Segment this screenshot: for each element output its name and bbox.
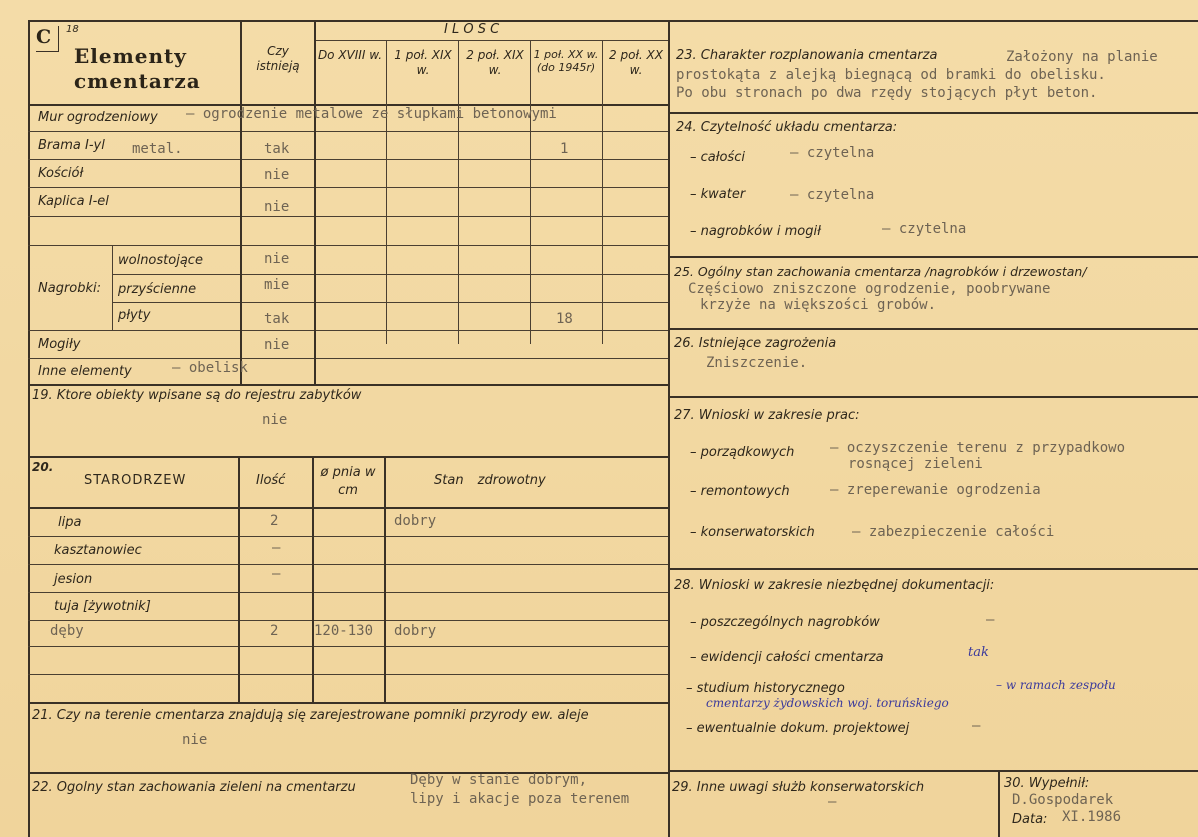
divider <box>28 159 668 160</box>
section-30-date: XI.1986 <box>1062 809 1122 825</box>
divider <box>28 330 668 331</box>
col-czy-istnieja: Czy istnieją <box>256 44 300 73</box>
divider <box>314 20 316 385</box>
divider <box>28 536 668 537</box>
divider <box>998 770 1000 837</box>
divider <box>36 51 59 52</box>
col-period: 2 poł. XIX w. <box>466 48 524 77</box>
divider <box>240 20 242 385</box>
section-24-label: 24. Czytelność układu cmentarza: <box>676 120 898 135</box>
divider <box>668 396 1198 398</box>
section-26-label: 26. Istniejące zagrożenia <box>674 336 837 351</box>
section-29-label: 29. Inne uwagi służb konserwatorskich <box>672 780 925 795</box>
s24-row-value: – czytelna <box>790 187 875 203</box>
divider <box>668 20 670 837</box>
row-value: – ogrodzenie metalowe ze słupkami betonowymi <box>186 106 557 122</box>
divider <box>28 702 668 704</box>
divider <box>668 568 1198 570</box>
tree-ilosc: 2 <box>270 623 279 639</box>
s27-row-value: – oczyszczenie terenu z przypadkowo <box>830 440 1126 456</box>
section-21-label: 21. Czy na terenie cmentarza znajdują się zarejestrowane pomniki przyrody ew. aleje <box>32 708 589 723</box>
ilosc-header: I L O S C <box>444 22 500 37</box>
s24-row-value: – czytelna <box>790 145 875 161</box>
row-label: Kaplica I-el <box>38 194 109 209</box>
section-30-label: 30. Wypełnił: <box>1004 776 1090 791</box>
divider <box>668 112 1198 114</box>
czy-value: mie <box>264 277 290 293</box>
divider <box>28 245 668 246</box>
divider <box>28 674 668 675</box>
row-label: przyścienne <box>118 282 197 297</box>
tree-name: dęby <box>50 623 84 639</box>
tree-name: kasztanowiec <box>54 543 142 558</box>
section-25-label: 25. Ogólny stan zachowania cmentarza /nagrobków i drzewostan/ <box>674 264 1087 279</box>
czy-value: nie <box>264 337 290 353</box>
section-23-value: Założony na planie <box>1006 49 1158 65</box>
divider <box>28 20 1198 22</box>
divider <box>28 187 668 188</box>
s28-row-value: – <box>986 612 995 628</box>
s28-row-label: – ewentualnie dokum. projektowej <box>686 721 910 736</box>
row-label: Kościół <box>38 166 84 181</box>
page-title: Elementy <box>74 44 187 68</box>
row-value: metal. <box>132 141 183 157</box>
tree-ilosc: 2 <box>270 513 279 529</box>
col-period: Do XVIII w. <box>317 48 383 62</box>
czy-value: nie <box>264 251 290 267</box>
divider <box>112 274 668 275</box>
s28-row-label: – ewidencji całości cmentarza <box>690 650 884 665</box>
page-title-line2: cmentarza <box>74 69 201 93</box>
section-25-value: krzyże na większości grobów. <box>700 297 937 313</box>
divider <box>384 456 386 702</box>
divider <box>530 40 531 344</box>
czy-value: nie <box>264 167 290 183</box>
s24-row-label: – kwater <box>690 187 746 202</box>
divider <box>668 256 1198 258</box>
row-label: wolnostojące <box>118 253 203 268</box>
s27-row-value: – zreperewanie ogrodzenia <box>830 482 1041 498</box>
s27-row-label: – konserwatorskich <box>690 525 815 540</box>
s27-row-value: – zabezpieczenie całości <box>852 524 1055 540</box>
tree-pnia: 120-130 <box>314 623 374 639</box>
tree-ilosc: – <box>272 540 281 556</box>
tree-name: lipa <box>58 515 82 530</box>
divider <box>28 20 30 837</box>
divider <box>112 245 113 331</box>
s27-row-label: – remontowych <box>690 484 790 499</box>
divider <box>28 358 668 359</box>
s28-row-label: – poszczególnych nagrobków <box>690 615 880 630</box>
divider <box>386 40 387 344</box>
s24-row-label: – całości <box>690 150 745 165</box>
tree-name: jesion <box>54 572 93 587</box>
section-21-value: nie <box>182 732 208 748</box>
section-23-value: prostokąta z alejką biegnącą od bramki do obelisku. <box>676 67 1106 83</box>
s28-row-label: – studium historycznego <box>686 681 845 696</box>
s27-row-label: – porządkowych <box>690 445 795 460</box>
divider <box>668 328 1198 330</box>
divider <box>58 26 59 52</box>
divider <box>28 131 668 132</box>
divider <box>112 302 668 303</box>
tree-stan: dobry <box>394 513 437 529</box>
divider <box>28 384 668 386</box>
row-label: Inne elementy <box>38 364 132 379</box>
row-label: Brama I-yl <box>38 138 105 153</box>
nagrobki-label: Nagrobki: <box>38 281 102 296</box>
section-27-label: 27. Wnioski w zakresie prac: <box>674 408 860 423</box>
divider <box>602 40 603 344</box>
section-25-value: Częściowo zniszczone ogrodzenie, poobrywane <box>688 281 1051 297</box>
section-22-value: Dęby w stanie dobrym, <box>410 772 588 788</box>
col-ilosc: Ilość <box>256 473 286 488</box>
s28-hand-value: – w ramach zespołu <box>996 678 1116 692</box>
tree-stan: dobry <box>394 623 437 639</box>
czy-value: tak <box>264 311 290 327</box>
section-30-data-label: Data: <box>1012 812 1048 827</box>
section-23-label: 23. Charakter rozplanowania cmentarza <box>676 48 938 63</box>
row-label: Mogiły <box>38 337 81 352</box>
section-22-label: 22. Ogolny stan zachowania zieleni na cmentarzu <box>32 780 356 795</box>
divider <box>28 592 668 593</box>
divider <box>28 620 668 621</box>
section-23-value: Po obu stronach po dwa rzędy stojących płyt beton. <box>676 85 1098 101</box>
divider <box>458 40 459 344</box>
col-period: 1 poł. XIX w. <box>394 48 452 77</box>
col-period: 2 poł. XX w. <box>609 48 663 77</box>
s24-row-label: – nagrobków i mogił <box>690 224 821 239</box>
section-29-value: – <box>828 794 837 810</box>
divider <box>28 646 668 647</box>
divider <box>28 216 668 217</box>
col-pnia: ø pnia w cm <box>320 465 376 498</box>
czy-value: nie <box>264 199 290 215</box>
section-30-name: D.Gospodarek <box>1012 792 1114 808</box>
section-22-value: lipy i akacje poza terenem <box>410 791 630 807</box>
divider <box>28 507 668 509</box>
count-value: 18 <box>556 311 573 327</box>
tree-ilosc: – <box>272 566 281 582</box>
divider <box>668 770 1198 772</box>
col-starodrzew: STARODRZEW <box>84 473 187 488</box>
col-stan: Stan zdrowotny <box>434 473 546 488</box>
section-19-value: nie <box>262 412 288 428</box>
s24-row-value: – czytelna <box>882 221 967 237</box>
section-26-value: Zniszczenie. <box>706 355 808 371</box>
s28-hand-value: tak <box>968 645 989 660</box>
row-label: płyty <box>118 308 151 323</box>
divider <box>314 40 668 41</box>
card-letter: C <box>36 26 52 48</box>
section-19-label: 19. Ktore obiekty wpisane są do rejestru zabytków <box>32 388 362 403</box>
divider <box>28 456 668 458</box>
divider <box>28 564 668 565</box>
tree-name: tuja [żywotnik] <box>54 599 151 614</box>
czy-value: tak <box>264 141 290 157</box>
section-28-label: 28. Wnioski w zakresie niezbędnej dokumentacji: <box>674 578 995 593</box>
section-20-number: 20. <box>32 460 54 474</box>
row-value: – obelisk <box>172 360 248 376</box>
row-label: Mur ogrodzeniowy <box>38 110 158 125</box>
count-value: 1 <box>560 141 569 157</box>
s28-hand-value: cmentarzy żydowskich woj. toruńskiego <box>706 696 949 710</box>
s27-row-value: rosnącej zieleni <box>848 456 983 472</box>
divider <box>238 456 240 702</box>
card-number: 18 <box>66 24 79 35</box>
s28-row-value: – <box>972 718 981 734</box>
col-period: 1 poł. XX w. (do 1945r) <box>533 48 599 74</box>
